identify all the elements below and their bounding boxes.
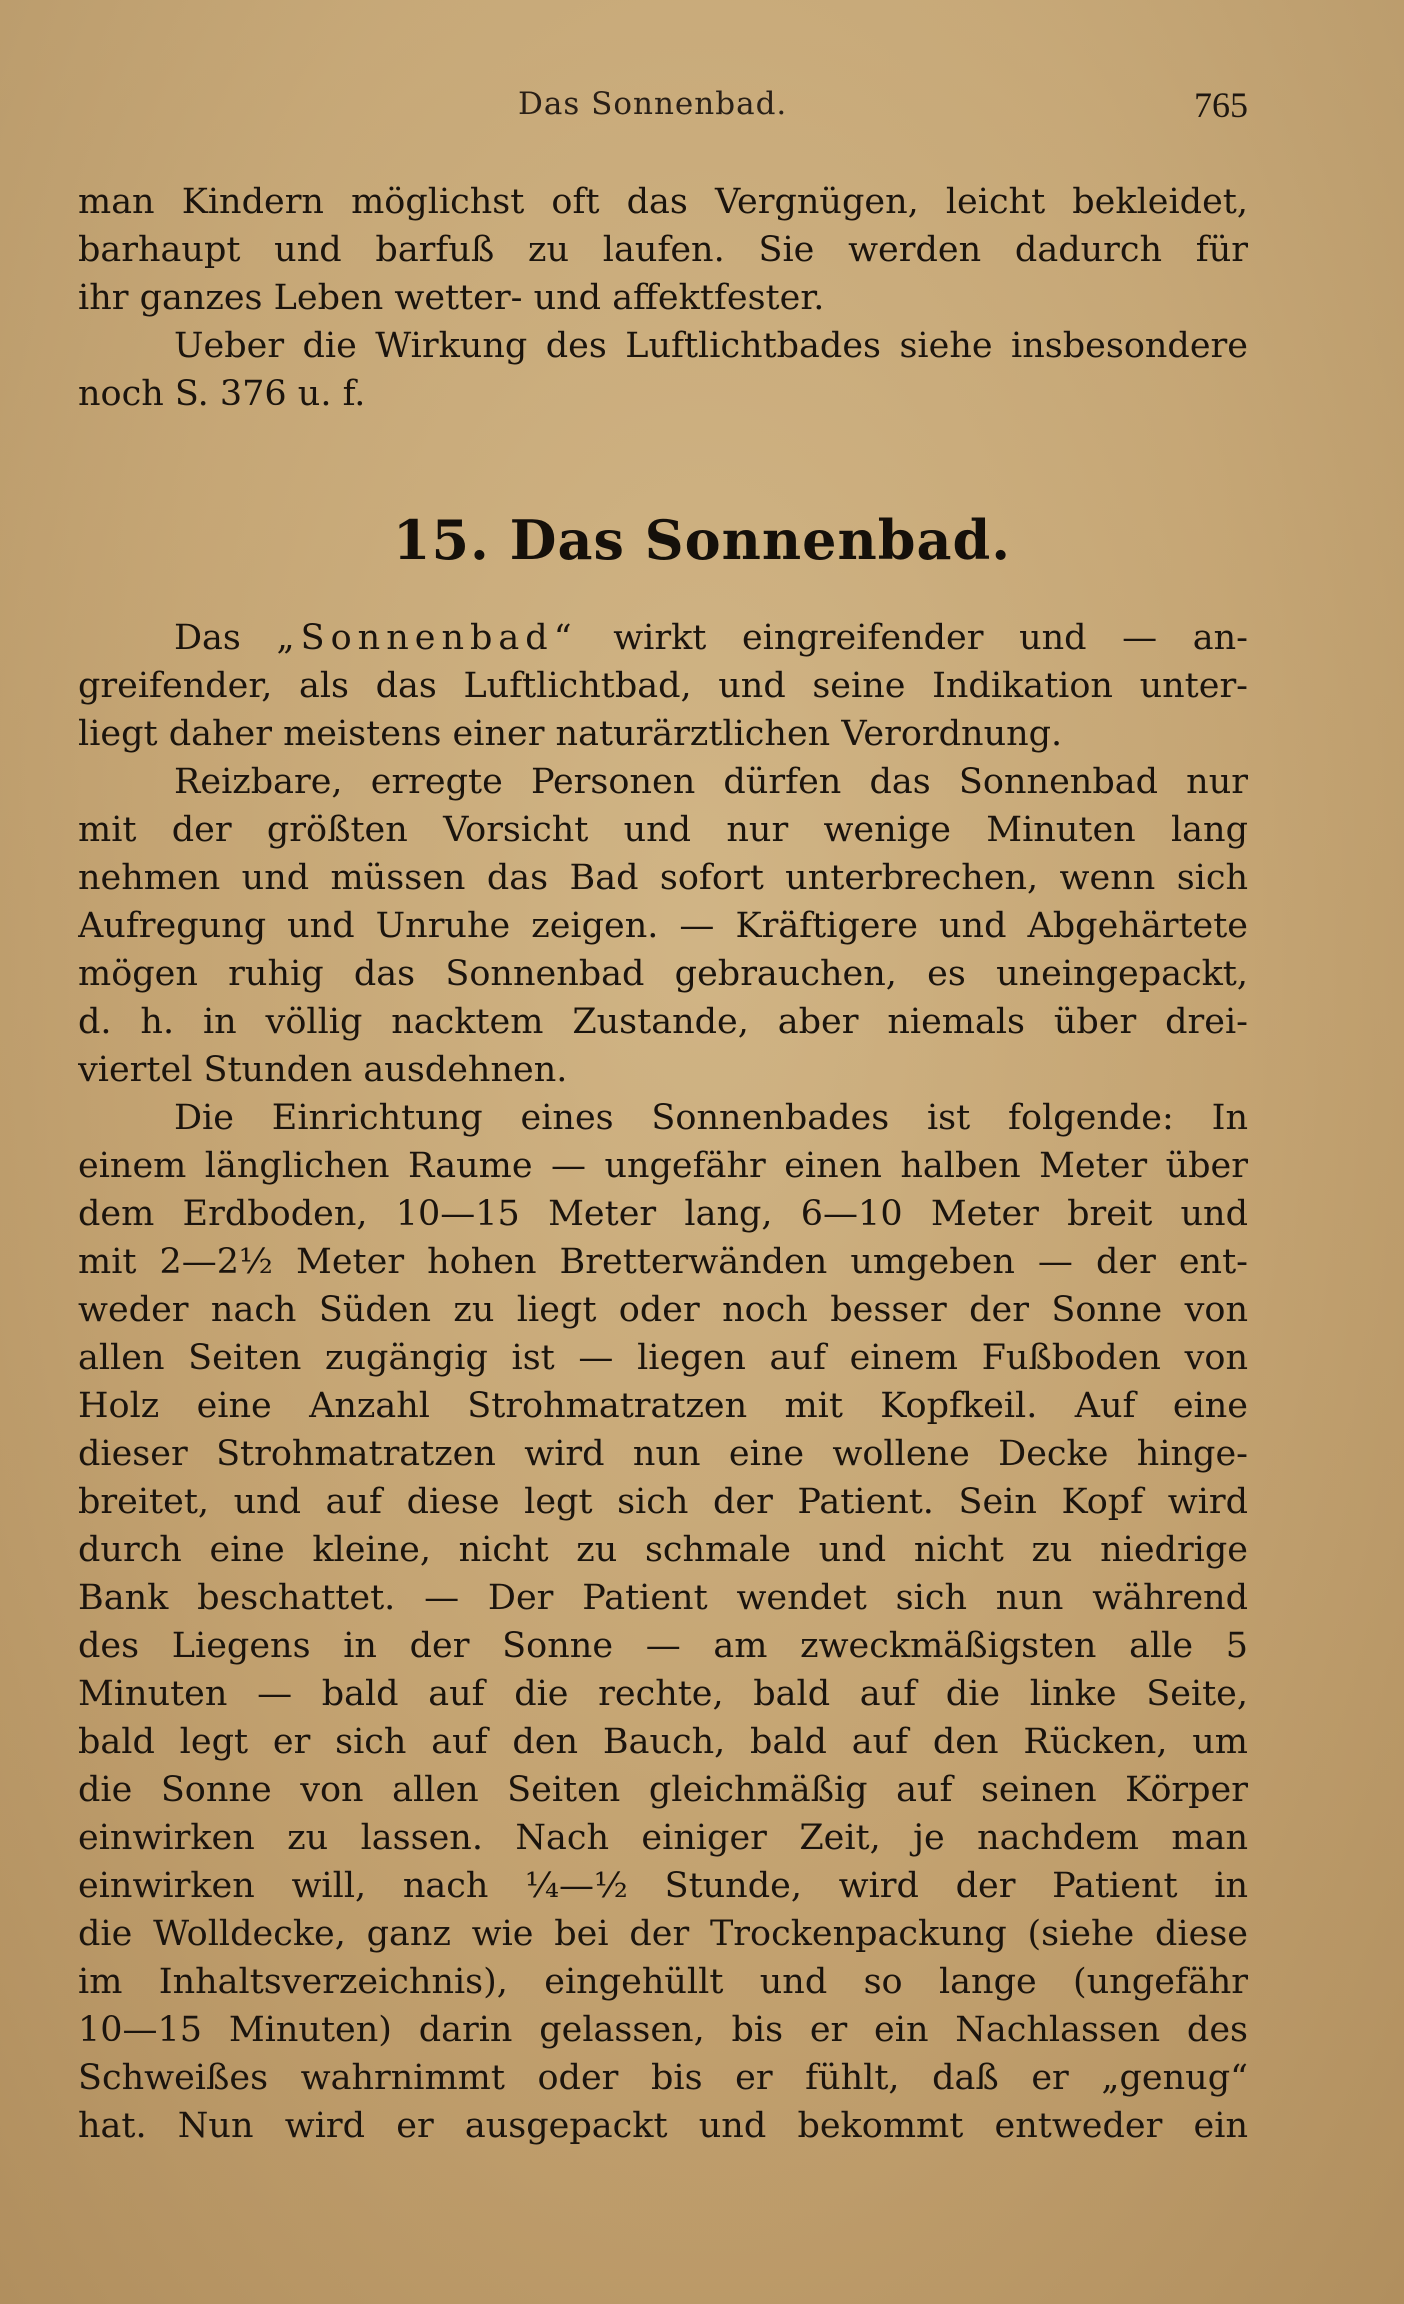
page-number: 765 bbox=[1194, 85, 1248, 125]
line-text: wirkt eingreifender und — an- bbox=[577, 618, 1248, 658]
text-line: bald legt er sich auf den Bauch, bald auf den Rücken, um bbox=[78, 1722, 1248, 1762]
text-line: Die Einrichtung eines Sonnenbades ist folgende: In bbox=[174, 1098, 1248, 1138]
section-body bbox=[78, 614, 1248, 2150]
text-line: dieser Strohmatratzen wird nun eine wollene Decke hinge- bbox=[78, 1434, 1248, 1474]
text-line: ihr ganzes Leben wetter- und affektfester. bbox=[78, 278, 825, 318]
intro-paragraph bbox=[78, 178, 1248, 418]
text-line: mögen ruhig das Sonnenbad gebrauchen, es uneingepackt, bbox=[78, 954, 1248, 994]
text-line: viertel Stunden ausdehnen. bbox=[78, 1050, 568, 1090]
text-line: Reizbare, erregte Personen dürfen das Sonnenbad nur bbox=[174, 762, 1248, 802]
text-line: barhaupt und barfuß zu laufen. Sie werden dadurch für bbox=[78, 230, 1248, 270]
text-line: hat. Nun wird er ausgepackt und bekommt entweder ein bbox=[78, 2106, 1248, 2146]
text-line bbox=[78, 614, 1248, 662]
running-title: Das Sonnenbad. bbox=[518, 86, 788, 122]
text-line: die Wolldecke, ganz wie bei der Trockenpackung (siehe diese bbox=[78, 1914, 1248, 1954]
running-head bbox=[78, 80, 1248, 140]
text-line: mit 2—2½ Meter hohen Bretterwänden umgeben — der ent- bbox=[78, 1242, 1248, 1282]
text-line: Holz eine Anzahl Strohmatratzen mit Kopfkeil. Auf eine bbox=[78, 1386, 1248, 1426]
text-line: nehmen und müssen das Bad sofort unterbrechen, wenn sich bbox=[78, 858, 1248, 898]
text-line: d. h. in völlig nacktem Zustande, aber niemals über drei- bbox=[78, 1002, 1248, 1042]
text-line: Aufregung und Unruhe zeigen. — Kräftigere und Abgehärtete bbox=[78, 906, 1248, 946]
text-line: 10—15 Minuten) darin gelassen, bis er ein Nachlassen des bbox=[78, 2010, 1248, 2050]
spaced-term: „Sonnenbad“ bbox=[276, 618, 578, 658]
text-line: liegt daher meistens einer naturärztlichen Verordnung. bbox=[78, 714, 1063, 754]
text-line: man Kindern möglichst oft das Vergnügen, leicht bekleidet, bbox=[78, 182, 1248, 222]
text-line: Ueber die Wirkung des Luftlichtbades siehe insbesondere bbox=[174, 326, 1248, 366]
text-line: die Sonne von allen Seiten gleichmäßig auf seinen Körper bbox=[78, 1770, 1248, 1810]
text-line: dem Erdboden, 10—15 Meter lang, 6—10 Meter breit und bbox=[78, 1194, 1248, 1234]
text-line: mit der größten Vorsicht und nur wenige Minuten lang bbox=[78, 810, 1248, 850]
text-line: noch S. 376 u. f. bbox=[78, 374, 366, 414]
section-heading: 15. Das Sonnenbad. bbox=[392, 508, 1012, 572]
text-line: Minuten — bald auf die rechte, bald auf die linke Seite, bbox=[78, 1674, 1248, 1714]
line-text: Das bbox=[174, 618, 277, 658]
text-line: einem länglichen Raume — ungefähr einen halben Meter über bbox=[78, 1146, 1248, 1186]
text-line: greifender, als das Luftlichtbad, und seine Indikation unter- bbox=[78, 666, 1248, 706]
text-line: im Inhaltsverzeichnis), eingehüllt und so lange (ungefähr bbox=[78, 1962, 1248, 2002]
text-line: einwirken will, nach ¼—½ Stunde, wird der Patient in bbox=[78, 1866, 1248, 1906]
text-line: Schweißes wahrnimmt oder bis er fühlt, daß er „genug“ bbox=[78, 2058, 1248, 2098]
text-line: breitet, und auf diese legt sich der Patient. Sein Kopf wird bbox=[78, 1482, 1248, 1522]
text-line: des Liegens in der Sonne — am zweckmäßigsten alle 5 bbox=[78, 1626, 1248, 1666]
text-line: weder nach Süden zu liegt oder noch besser der Sonne von bbox=[78, 1290, 1248, 1330]
text-line: Bank beschattet. — Der Patient wendet sich nun während bbox=[78, 1578, 1248, 1618]
text-line: allen Seiten zugängig ist — liegen auf einem Fußboden von bbox=[78, 1338, 1248, 1378]
text-line: einwirken zu lassen. Nach einiger Zeit, je nachdem man bbox=[78, 1818, 1248, 1858]
text-line: durch eine kleine, nicht zu schmale und nicht zu niedrige bbox=[78, 1530, 1248, 1570]
